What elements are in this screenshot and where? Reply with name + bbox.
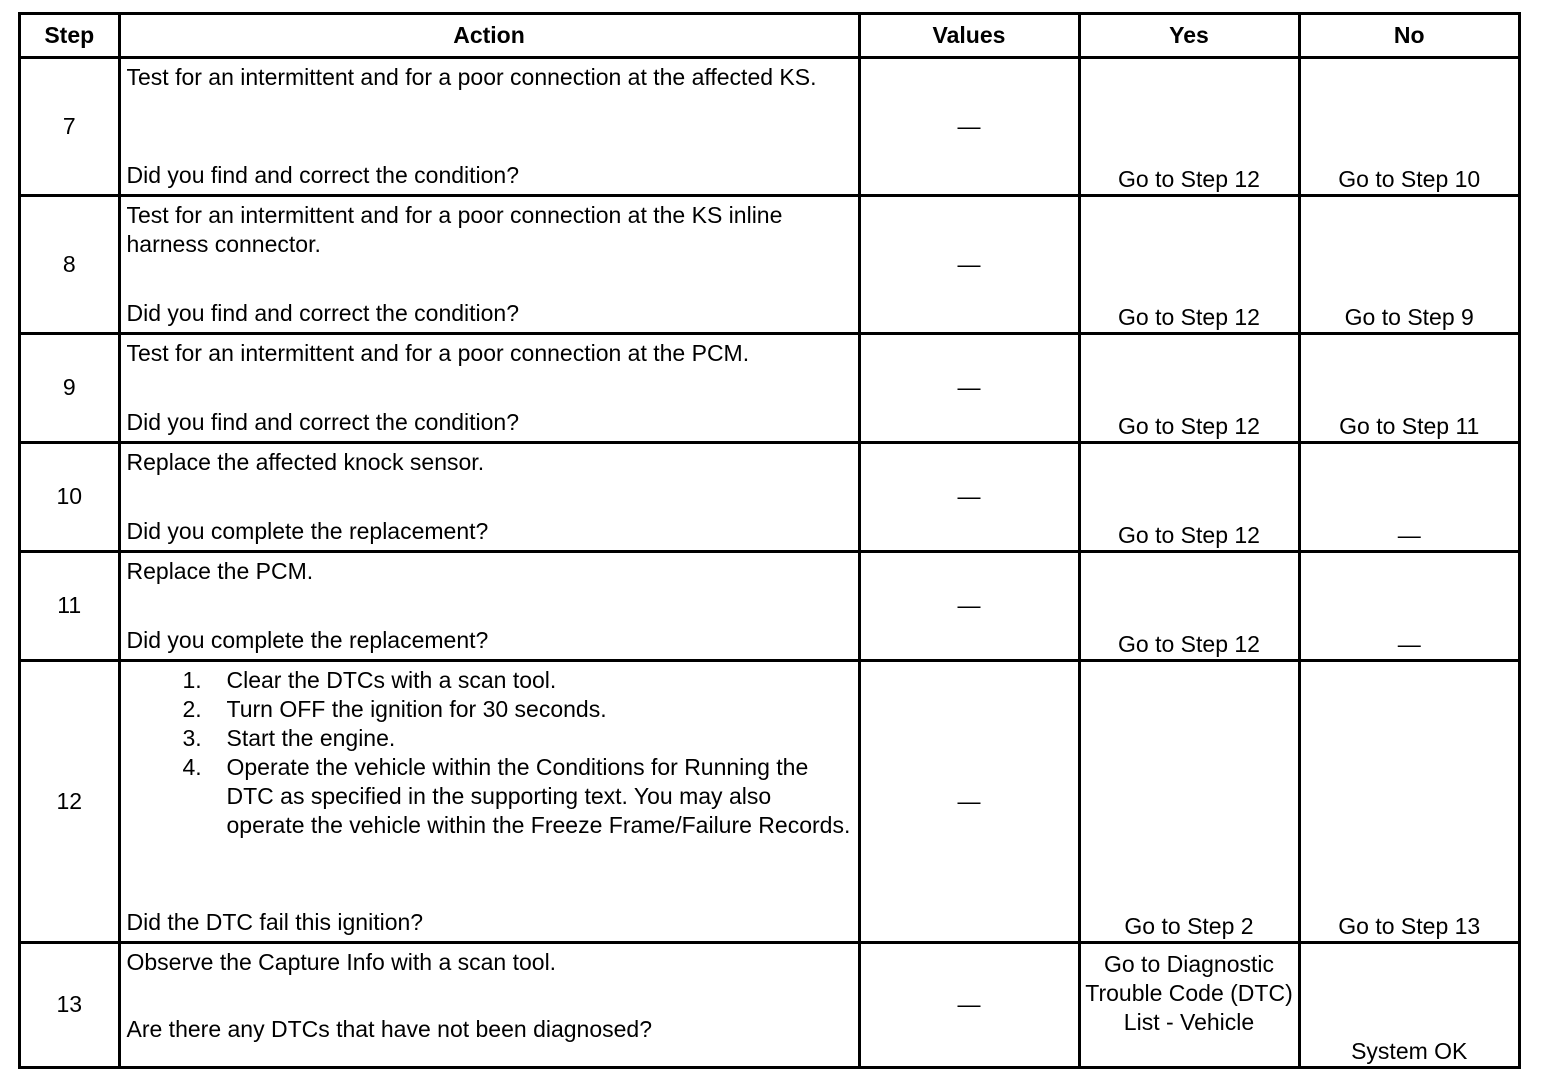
action-cell — [119, 333, 859, 442]
no-cell: — — [1299, 442, 1518, 551]
yes-cell: Go to Step 12 — [1079, 195, 1299, 333]
no-cell: Go to Step 10 — [1299, 57, 1518, 195]
action-text: Observe the Capture Info with a scan tool. — [126, 948, 557, 975]
action-text: Test for an intermittent and for a poor connection at the affected KS. — [126, 63, 817, 90]
table-row — [21, 333, 1518, 442]
action-cell — [119, 195, 859, 333]
step-number: 11 — [21, 551, 119, 660]
action-text: Test for an intermittent and for a poor connection at the KS inline harness connector. — [126, 201, 783, 257]
list-item: 1. Clear the DTCs with a scan tool. — [182, 666, 557, 693]
yes-cell: Go to Step 12 — [1079, 333, 1299, 442]
header-action: Action — [119, 15, 859, 57]
action-cell — [119, 57, 859, 195]
header-row — [21, 15, 1518, 57]
header-values: Values — [859, 15, 1079, 57]
step-number: 7 — [21, 57, 119, 195]
header-no: No — [1299, 15, 1518, 57]
table-row — [21, 551, 1518, 660]
action-question: Did you find and correct the condition? — [126, 161, 520, 188]
diagnostic-table — [21, 15, 1518, 1066]
values-cell: — — [859, 57, 1079, 195]
values-cell: — — [859, 442, 1079, 551]
no-cell: System OK — [1299, 942, 1518, 1066]
step-number: 13 — [21, 942, 119, 1066]
action-question: Did you complete the replacement? — [126, 517, 489, 544]
action-question: Are there any DTCs that have not been diagnosed? — [126, 1015, 653, 1042]
action-text: Test for an intermittent and for a poor connection at the PCM. — [126, 339, 750, 366]
yes-cell: Go to Step 12 — [1079, 551, 1299, 660]
no-cell: — — [1299, 551, 1518, 660]
yes-cell: Go to Step 2 — [1079, 660, 1299, 942]
list-item: 3. Start the engine. — [182, 724, 396, 751]
table-row — [21, 195, 1518, 333]
action-cell — [119, 442, 859, 551]
yes-cell: Go to Step 12 — [1079, 57, 1299, 195]
values-cell: — — [859, 660, 1079, 942]
action-cell — [119, 942, 859, 1066]
no-cell: Go to Step 9 — [1299, 195, 1518, 333]
values-cell: — — [859, 551, 1079, 660]
step-number: 8 — [21, 195, 119, 333]
action-step-list — [127, 666, 852, 840]
list-item: 2. Turn OFF the ignition for 30 seconds. — [182, 695, 607, 722]
no-cell: Go to Step 11 — [1299, 333, 1518, 442]
table-row — [21, 442, 1518, 551]
no-cell: Go to Step 13 — [1299, 660, 1518, 942]
yes-cell: Go to Step 12 — [1079, 442, 1299, 551]
values-cell: — — [859, 942, 1079, 1066]
diagnostic-table-frame — [18, 12, 1521, 1069]
list-item: 4. Operate the vehicle within the Conditions for Running the DTC as specified in the supporting text. You may also operate the vehicle within the Freeze Frame/Failure Records. — [182, 753, 851, 838]
action-text: Replace the affected knock sensor. — [126, 448, 485, 475]
action-question: Did you complete the replacement? — [126, 626, 489, 653]
action-question: Did you find and correct the condition? — [126, 408, 520, 435]
header-step: Step — [21, 15, 119, 57]
yes-cell: Go to Diagnostic Trouble Code (DTC) List - Vehicle — [1079, 942, 1299, 1066]
values-cell: — — [859, 195, 1079, 333]
table-row — [21, 57, 1518, 195]
action-cell — [119, 660, 859, 942]
table-row — [21, 660, 1518, 942]
step-number: 10 — [21, 442, 119, 551]
action-text: Replace the PCM. — [126, 557, 314, 584]
action-question: Did you find and correct the condition? — [126, 299, 520, 326]
values-cell: — — [859, 333, 1079, 442]
step-number: 12 — [21, 660, 119, 942]
step-number: 9 — [21, 333, 119, 442]
action-question: Did the DTC fail this ignition? — [126, 908, 424, 935]
table-row — [21, 942, 1518, 1066]
action-cell — [119, 551, 859, 660]
header-yes: Yes — [1079, 15, 1299, 57]
